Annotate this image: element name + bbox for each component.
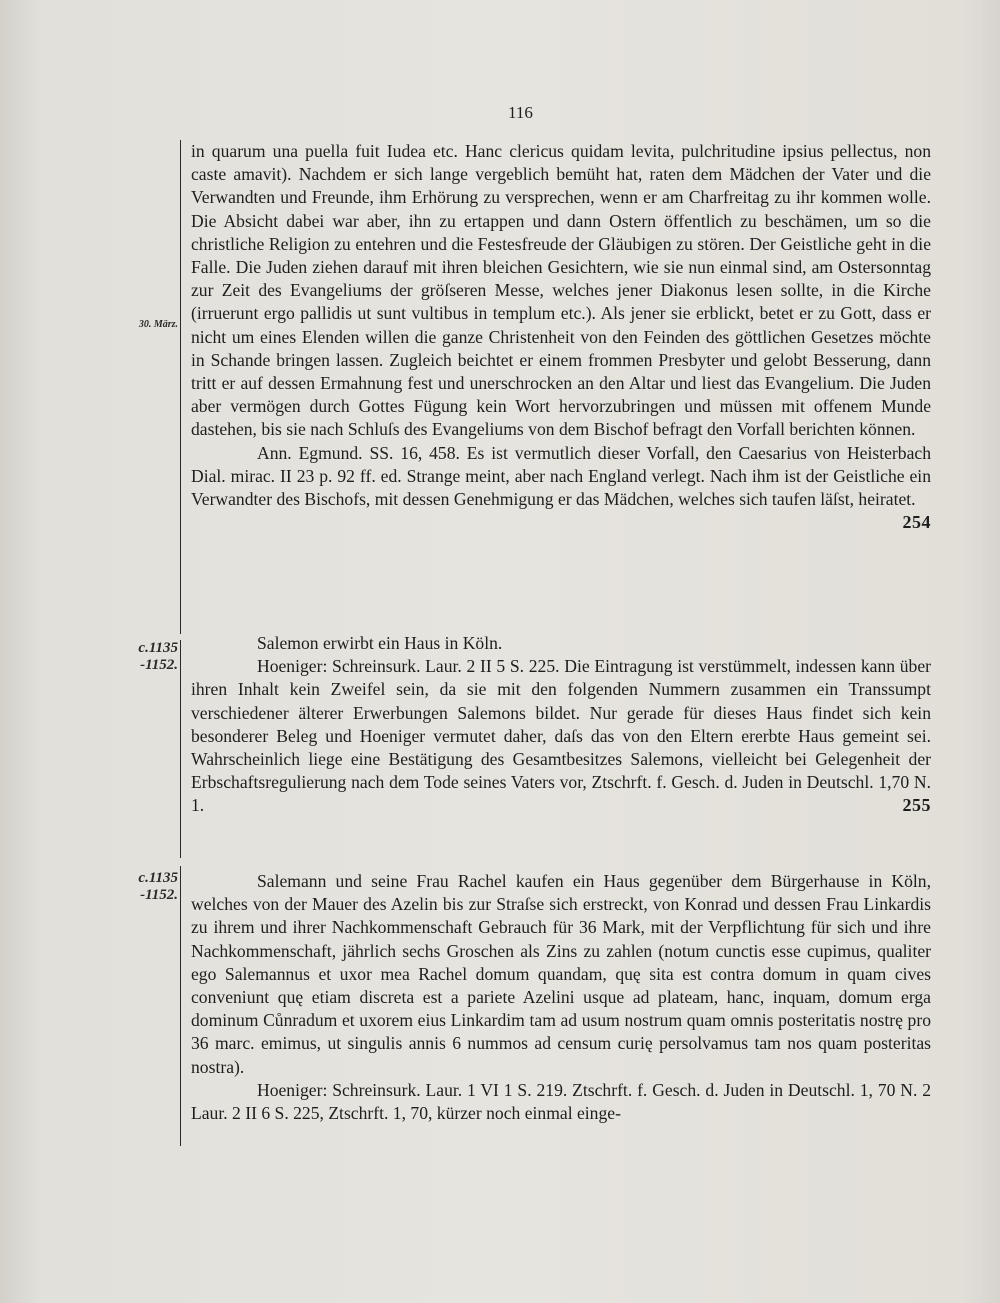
margin-rule <box>180 866 181 1146</box>
margin-date <box>112 640 178 674</box>
page-number: 116 <box>508 103 533 122</box>
margin-date-line: c.1135 <box>138 640 178 656</box>
entry-source: Hoeniger: Schreinsurk. Laur. 1 VI 1 S. 219. Ztschrft. f. Gesch. d. Juden in Deutschl. 1, 70 N. 2 Laur. 2 II 6 S. 225, Ztschrft. 1, 70, kürzer noch einmal einge- <box>191 1079 931 1124</box>
margin-date: 30. März. <box>138 319 178 330</box>
entry-number: 255 <box>902 795 931 816</box>
margin-rule <box>180 640 181 858</box>
margin-date-line: c.1135 <box>138 870 178 886</box>
source-text: Hoeniger: Schreinsurk. Laur. 2 II 5 S. 225. Die Eintragung ist verstümmelt, indessen kann über ihren Inhalt kein Zweifel sein, da sie mit den folgenden Nummern zusammen ein Transsumpt verschiedener älterer Erwerbungen Salemons bildet. Nur gerade für dieses Haus findet sich kein besonderer Beleg und Hoeniger vermutet daher, daſs das von den Eltern ererbte Haus gemeint sei. Wahrscheinlich liege eine Bestätigung des Gesamtbesitzes Salemons, vielleicht bei Gelegenheit der Erbschaftsregulierung nach dem Tode seines Vaters vor, Ztschrft. f. Gesch. d. Juden in Deutschl. 1,70 N. 1. <box>191 656 931 816</box>
entry-source <box>191 655 931 817</box>
entry-255 <box>191 632 931 818</box>
entry-text: in quarum una puella fuit Iudea etc. Hanc clericus quidam levita, pulchritudine ipsius pellectus, non caste amavit). Nachdem er sich lange vergeblich bemüht hat, raten dem Mädchen der Vater und die Verwandten und Freunde, ihm Erhörung zu versprechen, wenn er am Charfreitag zu ihr kommen wolle. Die Absicht dabei war aber, ihn zu ertappen und dann Ostern öffentlich zu beschämen, um so die christliche Religion zu entehren und die Festesfreude der Gläubigen zu stören. Der Geistliche geht in die Falle. Die Juden ziehen darauf mit ihren bleichen Gesichtern, wie sie nun einmal sind, am Ostersonntag zur Zeit des Evangeliums der gröſseren Messe, welches jener Diakonus lesen sollte, in die Kirche (irruerunt ergo pallidis ut sunt vultibus in templum etc.). Als jener sie erblickt, betet er zu Gott, dass er nicht um eines Elenden willen die ganze Christenheit von den Feinden des göttlichen Gesetzes möchte in Schande bringen lassen. Zugleich beichtet er einem frommen Presbyter und gelobt Besserung, dann tritt er auf dessen Ermahnung fest und unerschrocken an den Altar und liest das Evangelium. Die Juden aber vermögen durch Gottes Fügung kein Wort hervorzubringen und müssen mit offenem Munde dastehen, bis sie nach Schluſs des Evangeliums von dem Bischof befragt den Vorfall berichten können. <box>191 141 931 440</box>
entry-256 <box>191 870 931 1125</box>
entry-number: 254 <box>902 512 931 533</box>
margin-date <box>112 870 178 904</box>
margin-date-line: -1152. <box>140 657 178 673</box>
source-text: Ann. Egmund. SS. 16, 458. Es ist vermutlich dieser Vorfall, den Caesarius von Heisterbach Dial. mirac. II 23 p. 92 ff. ed. Strange meint, aber nach England verlegt. Nach ihm ist der Geistliche ein Verwandter des Bischofs, mit dessen Genehmigung er das Mädchen, welches sich taufen läſst, heiratet. <box>191 442 931 510</box>
entry-text: Salemon erwirbt ein Haus in Köln. <box>257 633 503 653</box>
margin-rule <box>180 140 181 634</box>
entry-text: Salemann und seine Frau Rachel kaufen ein Haus gegenüber dem Bürgerhause in Köln, welches von der Mauer des Azelin bis zur Straſse sich erstreckt, von Konrad und dessen Frau Linkardis zu ihrem und ihrer Nachkommenschaft Gebrauch für 36 Mark, mit der Verpflichtung für sich und ihre Nachkommenschaft, jährlich sechs Groschen als Zins zu zahlen (notum cunctis esse cupimus, qualiter ego Salemannus et uxor mea Rachel domum quandam, quę sita est contra domum in quam cives conveniunt quę etiam discreta est a pariete Azelini usque ad plateam, hanc, inquam, domum erga dominum Cůnradum et uxorem eius Linkardim tam ad usum nostrum quam omnis posteritatis nostrę pro 36 marc. emimus, ut singulis annis 6 nummos ad censum curię persolvamus tam nos quam posteritas nostra). <box>191 871 931 1077</box>
entry-source <box>191 442 931 533</box>
margin-date-line: -1152. <box>140 887 178 903</box>
entry-254 <box>191 140 931 534</box>
